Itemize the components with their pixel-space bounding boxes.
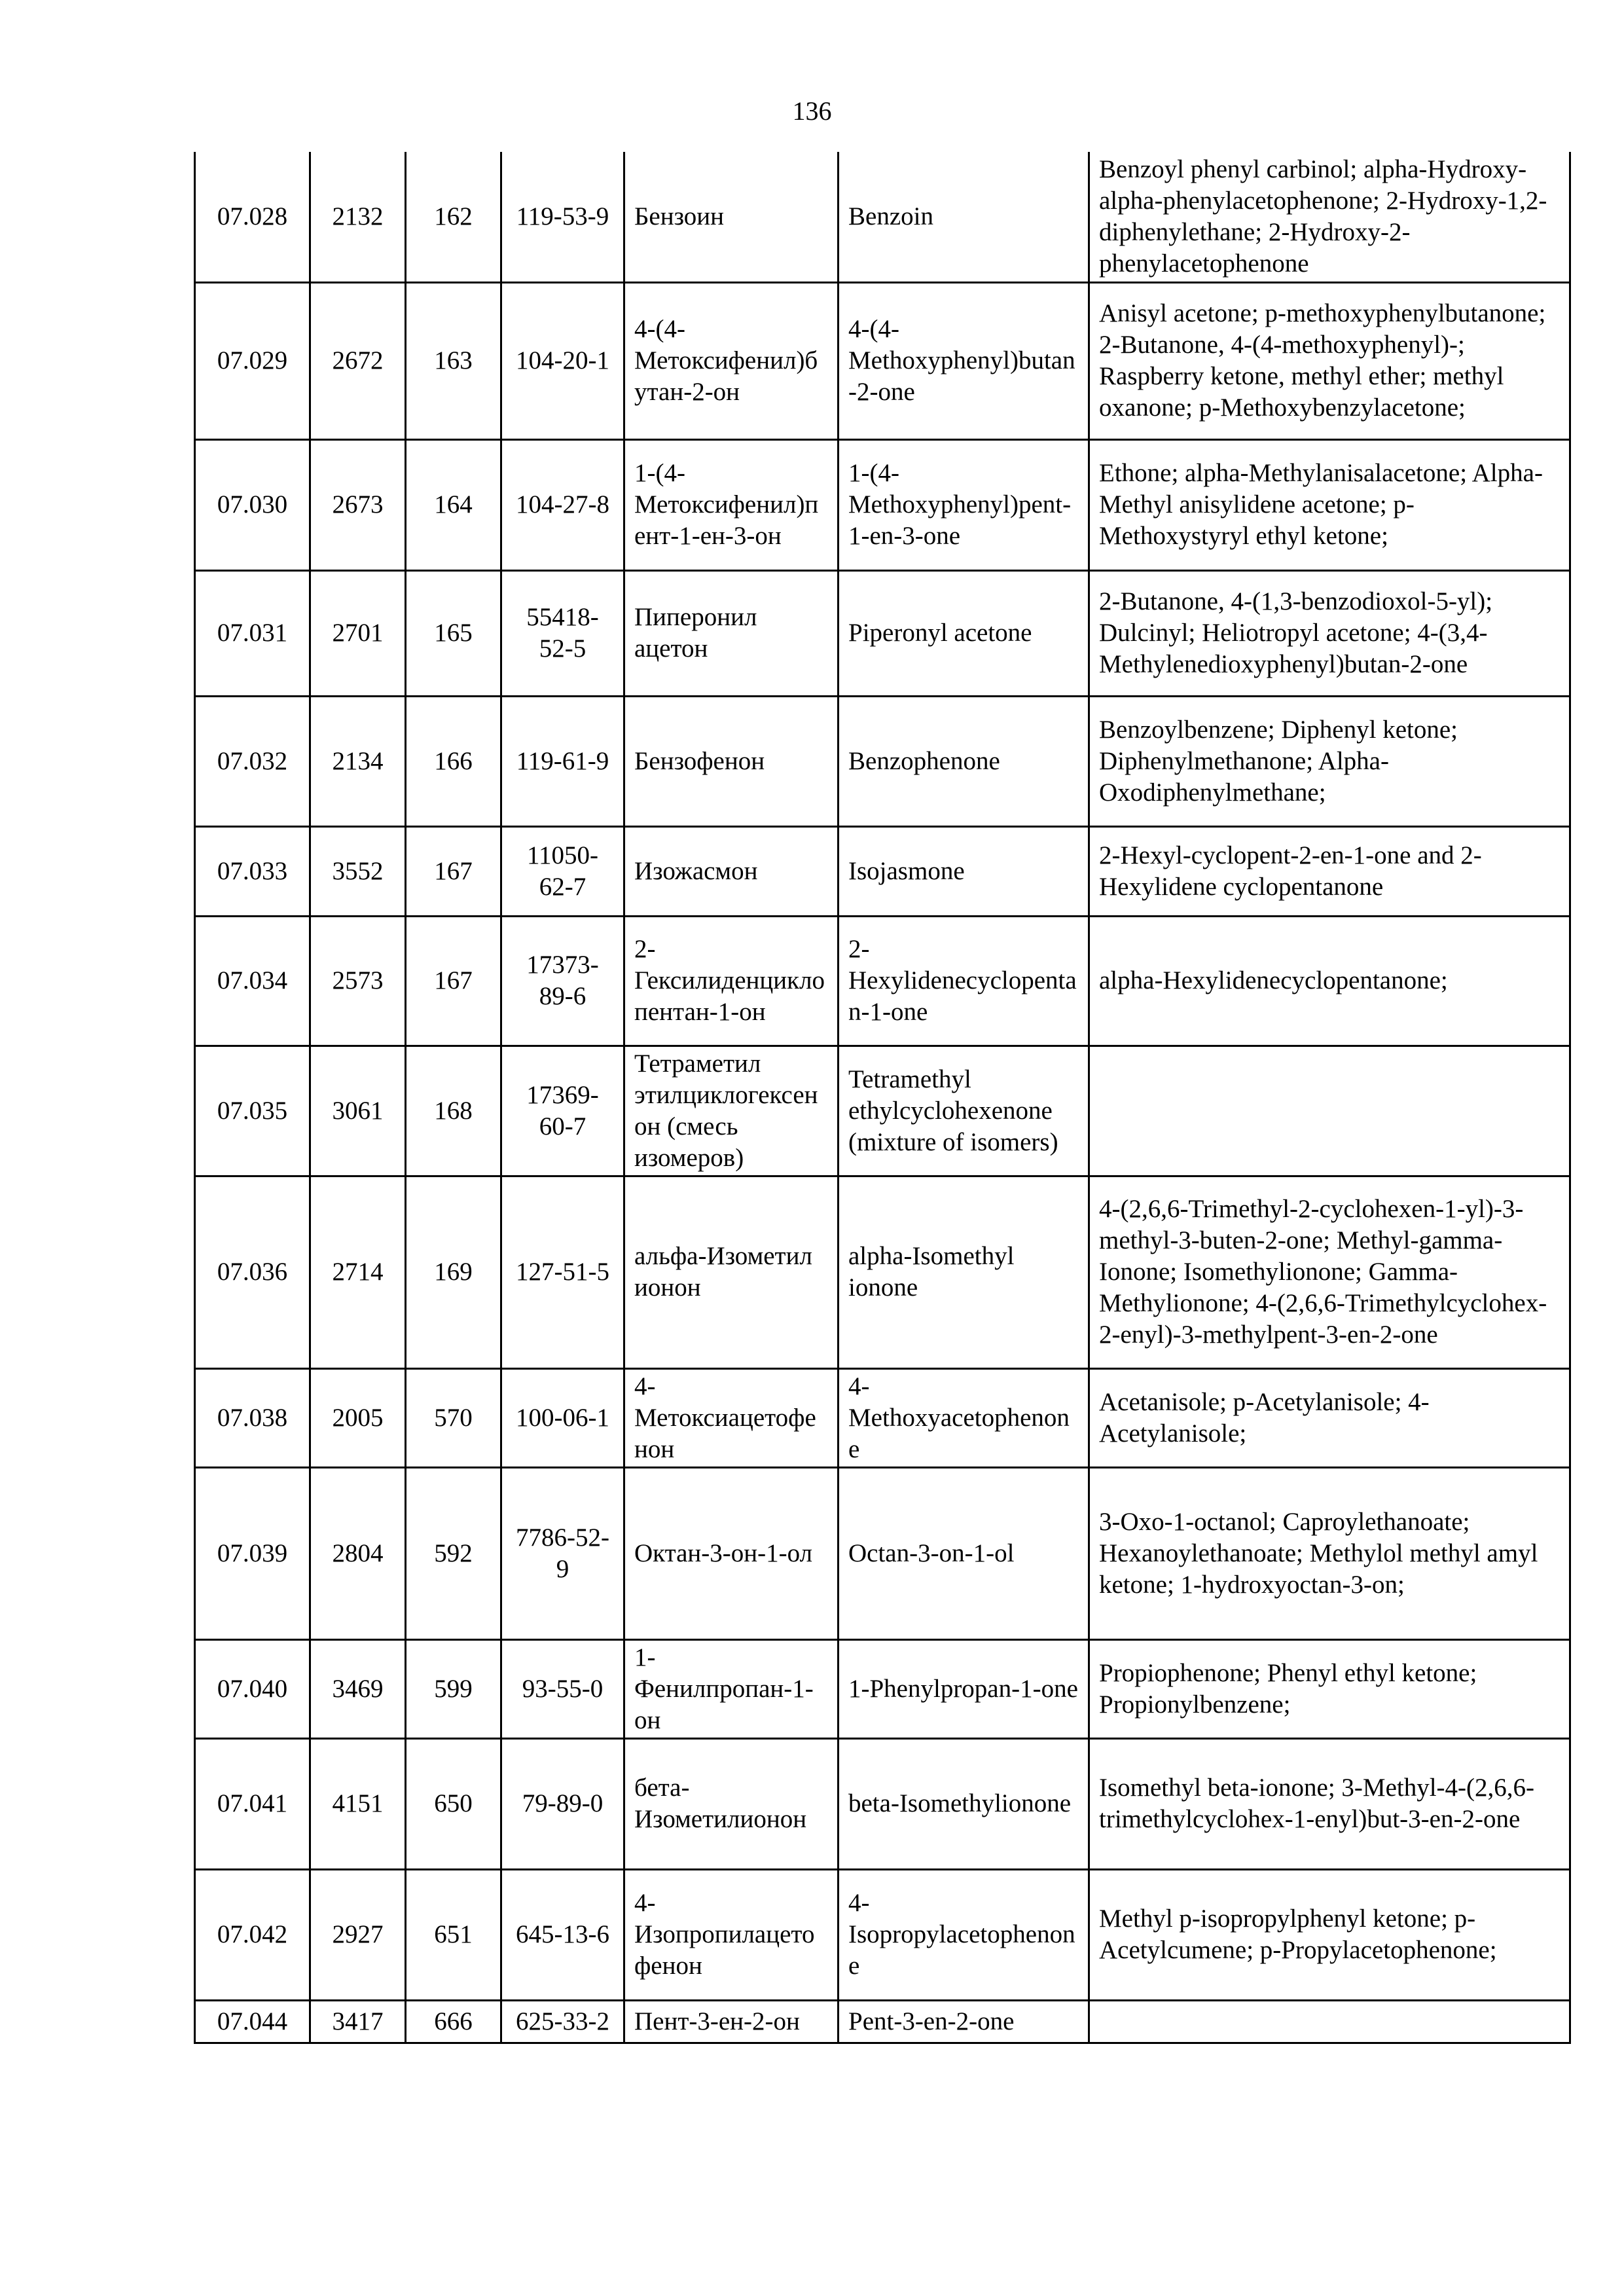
cell-synonyms: Methyl p-isopropylphenyl ketone; p-Acetylcumene; p-Propylacetophenone; xyxy=(1089,1869,1570,2000)
cell-synonyms: 2-Hexyl-cyclopent-2-en-1-one and 2-Hexylidene cyclopentanone xyxy=(1089,826,1570,916)
cell-name-russian: 1-Фенилпропан-1-он xyxy=(624,1639,839,1738)
cell-name-english: beta-Isomethylionone xyxy=(839,1738,1089,1869)
cell-cas-number: 17373-89-6 xyxy=(501,916,624,1046)
table-row xyxy=(195,1176,1570,1368)
cell-number-2: 166 xyxy=(406,696,501,826)
cell-code: 07.041 xyxy=(195,1738,310,1869)
cell-number-1: 2673 xyxy=(310,439,406,570)
table-row xyxy=(195,1869,1570,2000)
cell-number-2: 592 xyxy=(406,1467,501,1639)
cell-cas-number: 100-06-1 xyxy=(501,1368,624,1467)
cell-code: 07.039 xyxy=(195,1467,310,1639)
cell-code: 07.040 xyxy=(195,1639,310,1738)
cell-name-russian: Пент-3-ен-2-он xyxy=(624,2000,839,2043)
cell-name-english: 1-(4-Methoxyphenyl)pent-1-en-3-one xyxy=(839,439,1089,570)
cell-cas-number: 119-61-9 xyxy=(501,696,624,826)
cell-number-1: 2005 xyxy=(310,1368,406,1467)
cell-number-1: 2672 xyxy=(310,282,406,439)
table-row xyxy=(195,1046,1570,1176)
table-row xyxy=(195,2000,1570,2043)
cell-code: 07.044 xyxy=(195,2000,310,2043)
cell-cas-number: 127-51-5 xyxy=(501,1176,624,1368)
cell-number-2: 570 xyxy=(406,1368,501,1467)
cell-synonyms: Ethone; alpha-Methylanisalacetone; Alpha-Methyl anisylidene acetone; p-Methoxystyryl ethyl ketone; xyxy=(1089,439,1570,570)
table-row xyxy=(195,826,1570,916)
cell-number-1: 2714 xyxy=(310,1176,406,1368)
cell-cas-number: 645-13-6 xyxy=(501,1869,624,2000)
cell-synonyms: Anisyl acetone; p-methoxyphenylbutanone; 2-Butanone, 4-(4-methoxyphenyl)-; Raspberry ketone, methyl ether; methyl oxanone; p-Methoxybenzylacetone; xyxy=(1089,282,1570,439)
cell-synonyms: 4-(2,6,6-Trimethyl-2-cyclohexen-1-yl)-3-methyl-3-buten-2-one; Methyl-gamma-Ionone; Isomethylionone; Gamma-Methylionone; 4-(2,6,6-Trimethylcyclohex-2-enyl)-3-methylpent-3-en-2-one xyxy=(1089,1176,1570,1368)
cell-number-2: 162 xyxy=(406,152,501,282)
cell-synonyms xyxy=(1089,1046,1570,1176)
cell-name-russian: бета-Изометилионон xyxy=(624,1738,839,1869)
cell-number-2: 164 xyxy=(406,439,501,570)
page-number: 136 xyxy=(792,96,832,126)
table-row xyxy=(195,1368,1570,1467)
cell-cas-number: 7786-52-9 xyxy=(501,1467,624,1639)
table-row xyxy=(195,282,1570,439)
table-row xyxy=(195,439,1570,570)
cell-number-2: 163 xyxy=(406,282,501,439)
cell-synonyms: Isomethyl beta-ionone; 3-Methyl-4-(2,6,6-trimethylcyclohex-1-enyl)but-3-en-2-one xyxy=(1089,1738,1570,1869)
cell-name-russian: Пиперонил ацетон xyxy=(624,570,839,696)
cell-synonyms: Propiophenone; Phenyl ethyl ketone; Propionylbenzene; xyxy=(1089,1639,1570,1738)
cell-code: 07.038 xyxy=(195,1368,310,1467)
cell-name-english: 4-Methoxyacetophenone xyxy=(839,1368,1089,1467)
cell-name-english: 4-(4-Methoxyphenyl)butan-2-one xyxy=(839,282,1089,439)
cell-cas-number: 93-55-0 xyxy=(501,1639,624,1738)
cell-name-russian: 2-Гексилиденциклопентан-1-он xyxy=(624,916,839,1046)
cell-name-russian: Бензофенон xyxy=(624,696,839,826)
cell-name-english: Octan-3-on-1-ol xyxy=(839,1467,1089,1639)
cell-cas-number: 104-20-1 xyxy=(501,282,624,439)
cell-name-english: Pent-3-en-2-one xyxy=(839,2000,1089,2043)
cell-code: 07.035 xyxy=(195,1046,310,1176)
cell-cas-number: 11050-62-7 xyxy=(501,826,624,916)
cell-cas-number: 104-27-8 xyxy=(501,439,624,570)
cell-code: 07.034 xyxy=(195,916,310,1046)
table-row xyxy=(195,1639,1570,1738)
cell-code: 07.032 xyxy=(195,696,310,826)
cell-code: 07.036 xyxy=(195,1176,310,1368)
cell-number-2: 168 xyxy=(406,1046,501,1176)
cell-synonyms: 2-Butanone, 4-(1,3-benzodioxol-5-yl); Dulcinyl; Heliotropyl acetone; 4-(3,4-Methylenedioxyphenyl)butan-2-one xyxy=(1089,570,1570,696)
cell-name-russian: 4-(4-Метоксифенил)бутан-2-он xyxy=(624,282,839,439)
cell-name-russian: 4-Метоксиацетофенон xyxy=(624,1368,839,1467)
cell-name-russian: альфа-Изометил ионон xyxy=(624,1176,839,1368)
cell-name-english: Piperonyl acetone xyxy=(839,570,1089,696)
cell-name-russian: 1-(4-Метоксифенил)пент-1-ен-3-он xyxy=(624,439,839,570)
table-row xyxy=(195,916,1570,1046)
cell-number-1: 2132 xyxy=(310,152,406,282)
cell-number-2: 666 xyxy=(406,2000,501,2043)
cell-synonyms: Benzoyl phenyl carbinol; alpha-Hydroxy-alpha-phenylacetophenone; 2-Hydroxy-1,2-diphenylethane; 2-Hydroxy-2-phenylacetophenone xyxy=(1089,152,1570,282)
cell-name-english: 2-Hexylidenecyclopentan-1-one xyxy=(839,916,1089,1046)
cell-name-english: alpha-Isomethyl ionone xyxy=(839,1176,1089,1368)
cell-number-2: 651 xyxy=(406,1869,501,2000)
cell-name-english: 4-Isopropylacetophenone xyxy=(839,1869,1089,2000)
cell-number-1: 3469 xyxy=(310,1639,406,1738)
cell-code: 07.030 xyxy=(195,439,310,570)
cell-number-2: 165 xyxy=(406,570,501,696)
cell-number-2: 650 xyxy=(406,1738,501,1869)
cell-code: 07.028 xyxy=(195,152,310,282)
cell-name-english: Tetramethyl ethylcyclohexenone (mixture of isomers) xyxy=(839,1046,1089,1176)
cell-synonyms: Benzoylbenzene; Diphenyl ketone; Diphenylmethanone; Alpha-Oxodiphenylmethane; xyxy=(1089,696,1570,826)
cell-cas-number: 119-53-9 xyxy=(501,152,624,282)
cell-synonyms xyxy=(1089,2000,1570,2043)
cell-name-russian: 4-Изопропилацетофенон xyxy=(624,1869,839,2000)
cell-cas-number: 625-33-2 xyxy=(501,2000,624,2043)
cell-code: 07.029 xyxy=(195,282,310,439)
cell-number-1: 3061 xyxy=(310,1046,406,1176)
cell-number-2: 169 xyxy=(406,1176,501,1368)
cell-number-1: 2927 xyxy=(310,1869,406,2000)
cell-number-2: 167 xyxy=(406,916,501,1046)
cell-name-russian: Изожасмон xyxy=(624,826,839,916)
cell-number-1: 2701 xyxy=(310,570,406,696)
cell-cas-number: 79-89-0 xyxy=(501,1738,624,1869)
table-row xyxy=(195,696,1570,826)
table-row xyxy=(195,570,1570,696)
table-row xyxy=(195,1467,1570,1639)
cell-number-1: 3417 xyxy=(310,2000,406,2043)
table-row xyxy=(195,152,1570,282)
cell-name-russian: Бензоин xyxy=(624,152,839,282)
cell-name-english: Benzoin xyxy=(839,152,1089,282)
cell-number-2: 599 xyxy=(406,1639,501,1738)
cell-code: 07.031 xyxy=(195,570,310,696)
cell-code: 07.042 xyxy=(195,1869,310,2000)
cell-name-english: Isojasmone xyxy=(839,826,1089,916)
cell-number-1: 2134 xyxy=(310,696,406,826)
cell-number-1: 2573 xyxy=(310,916,406,1046)
cell-synonyms: 3-Oxo-1-octanol; Caproylethanoate; Hexanoylethanoate; Methylol methyl amyl ketone; 1-hydroxyoctan-3-on; xyxy=(1089,1467,1570,1639)
cell-name-russian: Тетраметил этилциклогексенон (смесь изомеров) xyxy=(624,1046,839,1176)
cell-number-2: 167 xyxy=(406,826,501,916)
cell-synonyms: Acetanisole; p-Acetylanisole; 4-Acetylanisole; xyxy=(1089,1368,1570,1467)
cell-name-english: Benzophenone xyxy=(839,696,1089,826)
substance-table xyxy=(194,152,1571,2044)
cell-cas-number: 55418-52-5 xyxy=(501,570,624,696)
cell-name-english: 1-Phenylpropan-1-one xyxy=(839,1639,1089,1738)
cell-number-1: 4151 xyxy=(310,1738,406,1869)
cell-code: 07.033 xyxy=(195,826,310,916)
cell-synonyms: alpha-Hexylidenecyclopentanone; xyxy=(1089,916,1570,1046)
cell-number-1: 3552 xyxy=(310,826,406,916)
cell-number-1: 2804 xyxy=(310,1467,406,1639)
cell-cas-number: 17369-60-7 xyxy=(501,1046,624,1176)
table-row xyxy=(195,1738,1570,1869)
cell-name-russian: Октан-3-он-1-ол xyxy=(624,1467,839,1639)
